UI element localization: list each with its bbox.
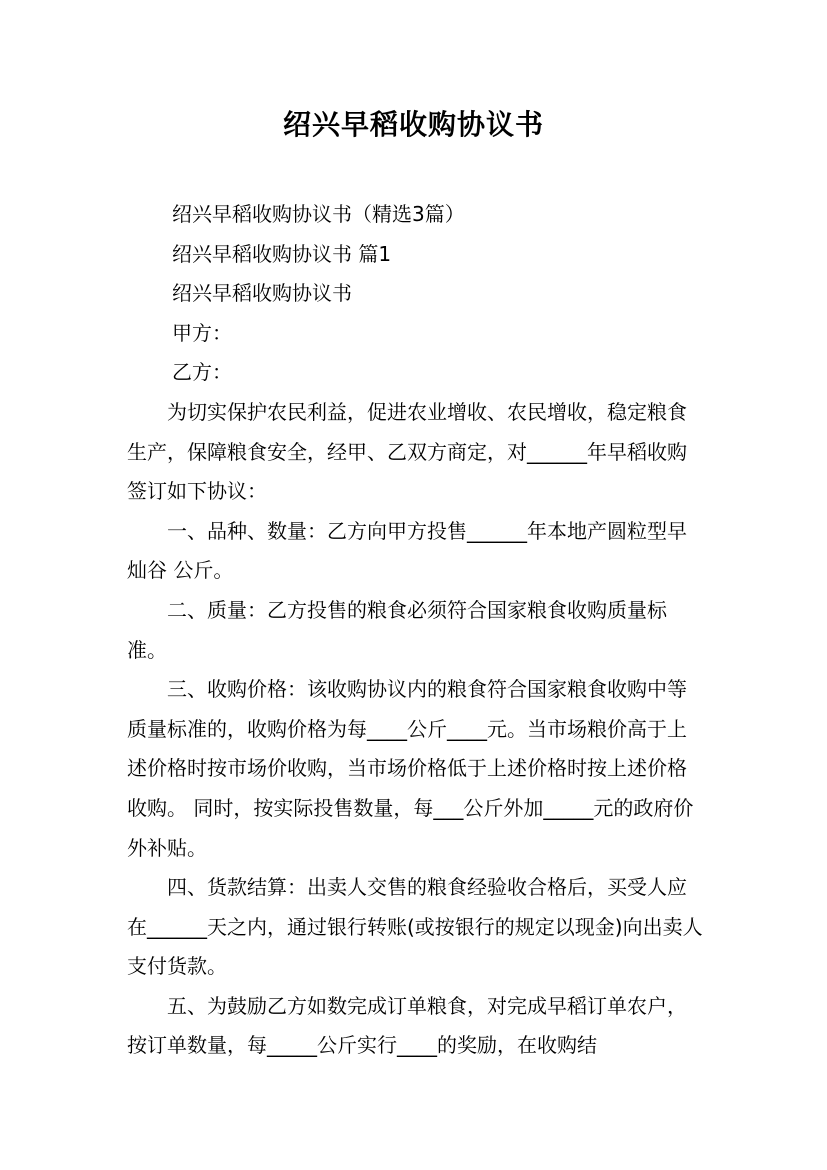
doc-heading-line: 绍兴早稻收购协议书（精选3篇） [172,202,465,226]
document-body [127,195,703,1066]
document-title: 绍兴早稻收购协议书 [282,108,544,141]
paragraph-intro: 为切实保护农民利益，促进农业增收、农民增收，稳定粮食生产，保障粮食安全，经甲、乙双方商定，对______年早稻收购签订如下协议： [127,399,687,504]
party-b-line: 乙方： [172,360,232,385]
paragraph-reward: 五、为鼓励乙方如数完成订单粮食，对完成早稻订单农户，按订单数量，每_____公斤实行____的奖励，在收购结 [127,993,687,1058]
paragraph-variety-quantity: 一、品种、数量：乙方向甲方投售______年本地产圆粒型早灿谷 公斤。 [127,518,687,583]
party-a-line: 甲方： [172,320,232,345]
paragraph-quality: 二、质量：乙方投售的粮食必须符合国家粮食收购质量标准。 [127,597,667,662]
paragraph-payment: 四、货款结算：出卖人交售的粮食经验收合格后，买受人应在______天之内，通过银行转账(或按银行的规定以现金)向出卖人支付货款。 [127,875,703,979]
doc-section-line: 绍兴早稻收购协议书 篇1 [172,241,392,266]
paragraph-price: 三、收购价格：该收购协议内的粮食符合国家粮食收购中等质量标准的，收购价格为每____公斤____元。当市场粮价高于上述价格时按市场价收购，当市场价格低于上述价格时按上述价格收购。 同时，按实际投售数量，每___公斤外加_____元的政府价外补贴。 [127,677,694,860]
doc-subtitle-line: 绍兴早稻收购协议书 [172,281,352,306]
